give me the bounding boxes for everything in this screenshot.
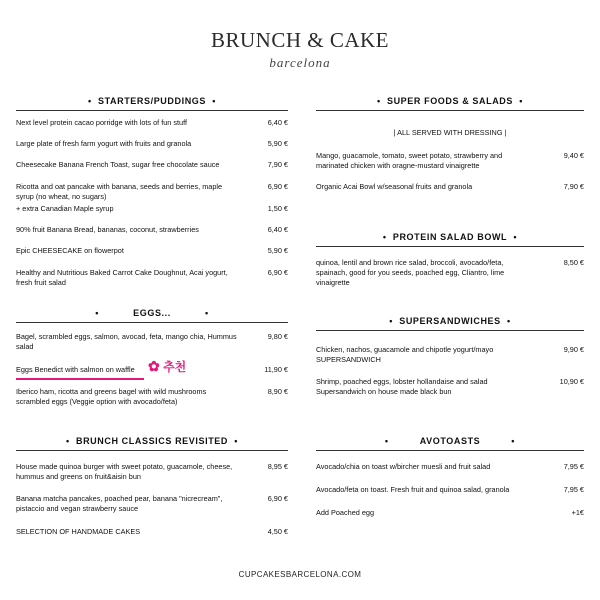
menu-item: quinoa, lentil and brown rice salad, broccoli, avocado/feta, spainach, good for you seeds, poached egg, Cliantro, lime vinaigrette 8,50 € bbox=[316, 258, 584, 287]
menu-item: Bagel, scrambled eggs, salmon, avocad, feta, mango chia, Hummus salad 9,80 € bbox=[16, 332, 288, 351]
menu-item-highlighted: Eggs Benedict with salmon on waffle 11,90 € bbox=[16, 365, 288, 374]
section-title: AVOTOASTS bbox=[419, 436, 481, 446]
section-super-foods bbox=[316, 96, 584, 191]
brand-subtitle: barcelona bbox=[269, 55, 331, 70]
menu-item: Avocado/feta on toast. Fresh fruit and quinoa salad, granola 7,95 € bbox=[316, 485, 584, 494]
dressing-note: | ALL SERVED WITH DRESSING | bbox=[393, 128, 507, 137]
menu-item: SELECTION OF HANDMADE CAKES 4,50 € bbox=[16, 527, 288, 536]
menu-item: Banana matcha pancakes, poached pear, banana "nicrecream", pistaccio and vegan strawberry sauce 6,90 € bbox=[16, 494, 288, 513]
section-heading: • SUPERSANDWICHES • bbox=[389, 316, 511, 326]
divider bbox=[16, 450, 288, 451]
section-title: PROTEIN SALAD BOWL bbox=[392, 232, 508, 242]
section-avotoasts bbox=[316, 436, 584, 517]
menu-item: 90% fruit Banana Bread, bananas, coconut, strawberries 6,40 € bbox=[16, 225, 288, 234]
section-title: SUPER FOODS & SALADS bbox=[386, 96, 513, 106]
menu-item: Iberico ham, ricotta and greens bagel with wild mushrooms scrambled eggs (Veggie option with avocado/feta) 8,90 € bbox=[16, 387, 288, 406]
brand-title: BRUNCH & CAKE bbox=[210, 28, 390, 52]
divider bbox=[16, 322, 288, 323]
section-protein-salad bbox=[316, 232, 584, 287]
recommend-label: 추천 bbox=[163, 360, 187, 374]
menu-item: Add Poached egg +1€ bbox=[316, 508, 584, 517]
footer-website: CUPCAKESBARCELONA.COM bbox=[238, 570, 362, 579]
section-heading: • STARTERS/PUDDINGS • bbox=[88, 96, 216, 106]
menu-item: Ricotta and oat pancake with banana, seeds and berries, maple syrup (no wheat, no sugars) 6,90 € bbox=[16, 182, 288, 201]
recommend-annotation bbox=[148, 358, 186, 375]
menu-item: Chicken, nachos, guacamole and chipotle yogurt/mayo SUPERSANDWICH 9,90 € bbox=[316, 345, 584, 364]
section-brunch-classics bbox=[16, 436, 288, 536]
section-heading: • AVOTOASTS • bbox=[384, 436, 516, 446]
divider bbox=[316, 246, 584, 247]
menu-item: House made quinoa burger with sweet potato, guacamole, cheese, hummus and greens on fruit&aisin bun 8,95 € bbox=[16, 462, 288, 481]
section-heading: • BRUNCH CLASSICS REVISITED • bbox=[66, 436, 238, 446]
section-heading: • SUPER FOODS & SALADS • bbox=[377, 96, 523, 106]
section-title: SUPERSANDWICHES bbox=[399, 316, 501, 326]
section-heading: • PROTEIN SALAD BOWL • bbox=[382, 232, 518, 242]
menu-item: Shrimp, poached eggs, lobster hollandaise and salad Supersandwich on house made black bun 10,90 € bbox=[316, 377, 584, 396]
star-icon: ✿ bbox=[148, 358, 160, 374]
menu-item: Large plate of fresh farm yogurt with fruits and granola 5,90 € bbox=[16, 139, 288, 148]
menu-item: Mango, guacamole, tomato, sweet potato, strawberry and marinated chicken with oragne-mustard vinaigrette 9,40 € bbox=[316, 151, 584, 170]
menu-item: Avocado/chia on toast w/bircher muesli and fruit salad 7,95 € bbox=[316, 462, 584, 471]
menu-item: + extra Canadian Maple syrup 1,50 € bbox=[16, 204, 288, 213]
section-title: STARTERS/PUDDINGS bbox=[97, 96, 207, 106]
section-heading: • EGGS... • bbox=[95, 308, 209, 318]
section-title: BRUNCH CLASSICS REVISITED bbox=[75, 436, 228, 446]
divider bbox=[316, 330, 584, 331]
menu-item: Cheesecake Banana French Toast, sugar free chocolate sauce 7,90 € bbox=[16, 160, 288, 169]
menu-item: Organic Acai Bowl w/seasonal fruits and granola 7,90 € bbox=[316, 182, 584, 191]
section-title: EGGS... bbox=[133, 308, 171, 318]
section-starters bbox=[16, 96, 288, 287]
section-supersandwiches bbox=[316, 316, 584, 396]
divider bbox=[16, 110, 288, 111]
menu-item: Epic CHEESECAKE on flowerpot 5,90 € bbox=[16, 246, 288, 255]
menu-item: Next level protein cacao porridge with lots of fun stuff 6,40 € bbox=[16, 118, 288, 127]
divider bbox=[316, 450, 584, 451]
divider bbox=[316, 110, 584, 111]
highlight-underline bbox=[16, 378, 144, 380]
menu-item: Healthy and Nutritious Baked Carrot Cake Doughnut, Acai yogurt, fresh fruit salad 6,90 € bbox=[16, 268, 288, 287]
